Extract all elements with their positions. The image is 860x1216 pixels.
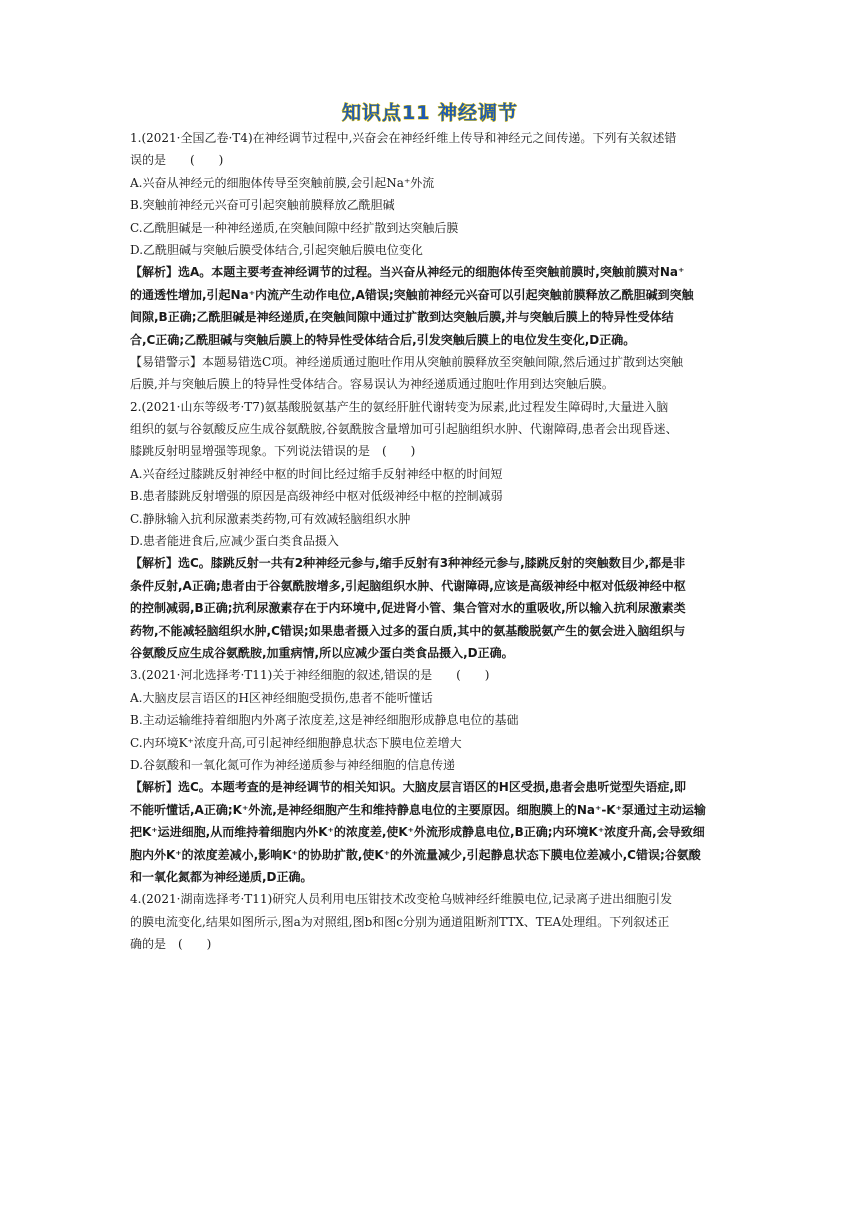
question-line: D.乙酰胆碱与突触后膜受体结合,引起突触后膜电位变化: [130, 242, 423, 257]
analysis-line: 的控制减弱,B正确;抗利尿激素存在于内环境中,促进肾小管、集合管对水的重吸收,所以输入抗利尿激素类: [130, 601, 686, 616]
page-title: 知识点11 神经调节: [341, 102, 519, 124]
question-line: B.患者膝跳反射增强的原因是高级神经中枢对低级神经中枢的控制减弱: [130, 489, 503, 504]
analysis-line: 的通透性增加,引起Na⁺内流产生动作电位,A错误;突触前神经元兴奋可以引起突触前膜释放乙酰胆碱到突触: [130, 287, 694, 302]
question-line: C.乙酰胆碱是一种神经递质,在突触间隙中经扩散到达突触后膜: [130, 220, 459, 235]
question-line: D.谷氨酸和一氧化氮可作为神经递质参与神经细胞的信息传递: [130, 757, 456, 772]
analysis-line: 和一氧化氮都为神经递质,D正确。: [130, 869, 313, 884]
analysis-line: 药物,不能减轻脑组织水肿,C错误;如果患者摄入过多的蛋白质,其中的氨基酸脱氨产生的氨会进入脑组织与: [130, 623, 686, 638]
question-line: A.兴奋从神经元的细胞体传导至突触前膜,会引起Na⁺外流: [130, 175, 435, 190]
analysis-line: 【解析】选A。本题主要考查神经调节的过程。当兴奋从神经元的细胞体传至突触前膜时,突触前膜对Na⁺: [130, 265, 685, 280]
analysis-line: 合,C正确;乙酰胆碱与突触后膜上的特异性受体结合后,引发突触后膜上的电位发生变化,D正确。: [130, 332, 636, 347]
analysis-line: 条件反射,A正确;患者由于谷氨酰胺增多,引起脑组织水肿、代谢障碍,应该是高级神经中枢对低级神经中枢: [130, 578, 686, 593]
question-line: 的膜电流变化,结果如图所示,图a为对照组,图b和图c分别为通道阻断剂TTX、TEA处理组。下列叙述正: [130, 914, 670, 929]
question-line: 2.(2021·山东等级考·T7)氨基酸脱氨基产生的氨经肝脏代谢转变为尿素,此过程发生障碍时,大量进入脑: [130, 399, 669, 414]
question-line: D.患者能进食后,应减少蛋白类食品摄入: [130, 534, 339, 549]
analysis-line: 【解析】选C。本题考查的是神经调节的相关知识。大脑皮层言语区的H区受损,患者会患听觉型失语症,即: [130, 780, 686, 795]
question-line: A.兴奋经过膝跳反射神经中枢的时间比经过缩手反射神经中枢的时间短: [130, 466, 503, 481]
analysis-line: 把K⁺运进细胞,从而维持着细胞内外K⁺的浓度差,使K⁺外流形成静息电位,B正确;内环境K⁺浓度升高,会导致细: [130, 825, 705, 840]
question-line: B.突触前神经元兴奋可引起突触前膜释放乙酰胆碱: [130, 198, 395, 213]
question-line: 膝跳反射明显增强等现象。下列说法错误的是 ( ): [130, 444, 416, 459]
analysis-line: 【解析】选C。膝跳反射一共有2种神经元参与,缩手反射有3种神经元参与,膝跳反射的突触数目少,都是非: [130, 556, 686, 571]
analysis-line: 间隙,B正确;乙酰胆碱是神经递质,在突触间隙中通过扩散到达突触后膜,并与突触后膜上的特异性受体结: [130, 310, 674, 325]
question-line: C.内环境K⁺浓度升高,可引起神经细胞静息状态下膜电位差增大: [130, 735, 462, 750]
question-line: 1.(2021·全国乙卷·T4)在神经调节过程中,兴奋会在神经纤维上传导和神经元之间传递。下列有关叙述错: [130, 131, 677, 145]
question-line: 4.(2021·湖南选择考·T11)研究人员利用电压钳技术改变枪乌贼神经纤维膜电位,记录离子进出细胞引发: [130, 892, 673, 907]
question-line: 误的是 ( ): [130, 153, 224, 168]
question-line: 组织的氨与谷氨酸反应生成谷氨酰胺,谷氨酰胺含量增加可引起脑组织水肿、代谢障碍,患者会出现昏迷、: [130, 422, 678, 437]
analysis-line: 胞内外K⁺的浓度差减小,影响K⁺的协助扩散,使K⁺的外流量减少,引起静息状态下膜电位差减小,C错误;谷氨酸: [130, 847, 701, 862]
question-line: A.大脑皮层言语区的H区神经细胞受损伤,患者不能听懂话: [130, 690, 433, 705]
question-line: 后膜,并与突触后膜上的特异性受体结合。容易误认为神经递质通过胞吐作用到达突触后膜。: [130, 377, 614, 392]
question-line: 确的是 ( ): [130, 937, 212, 952]
analysis-line: 不能听懂话,A正确;K⁺外流,是神经细胞产生和维持静息电位的主要原因。细胞膜上的Na⁺-K⁺泵通过主动运输: [130, 802, 706, 817]
analysis-line: 谷氨酸反应生成谷氨酰胺,加重病情,所以应减少蛋白类食品摄入,D正确。: [130, 645, 514, 660]
question-line: C.静脉输入抗利尿激素类药物,可有效减轻脑组织水肿: [130, 511, 411, 526]
document-body: [130, 127, 736, 955]
question-line: B.主动运输维持着细胞内外离子浓度差,这是神经细胞形成静息电位的基础: [130, 713, 519, 728]
warning-line: 【易错警示】本题易错选C项。神经递质通过胞吐作用从突触前膜释放至突触间隙,然后通过扩散到达突触: [130, 354, 684, 369]
question-line: 3.(2021·河北选择考·T11)关于神经细胞的叙述,错误的是 ( ): [130, 668, 490, 683]
